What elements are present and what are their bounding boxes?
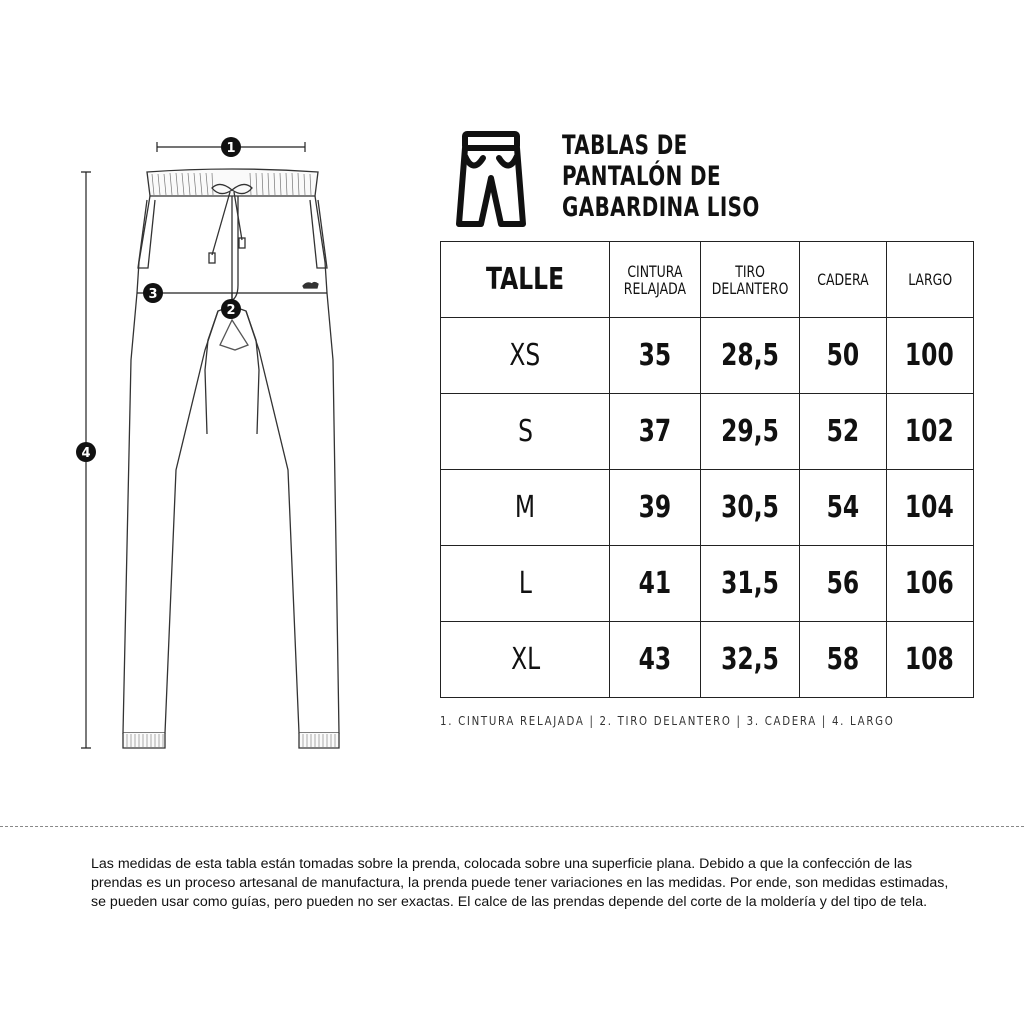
- cell-size: M: [441, 470, 610, 546]
- marker-3-label: 3: [148, 287, 158, 302]
- size-table: [440, 241, 974, 698]
- cell-cintura: 35: [610, 318, 700, 394]
- table-row: [441, 470, 974, 546]
- cell-cintura: 43: [610, 622, 700, 698]
- table-header-row: [441, 242, 974, 318]
- cell-largo: 104: [886, 470, 973, 546]
- cell-largo: 102: [886, 394, 973, 470]
- header-tiro: TIRO DELANTERO: [700, 242, 799, 318]
- header-talle: TALLE: [441, 242, 610, 318]
- header-cintura: CINTURA RELAJADA: [610, 242, 700, 318]
- cell-largo: 108: [886, 622, 973, 698]
- cell-tiro: 28,5: [700, 318, 799, 394]
- page-title: [562, 130, 775, 223]
- cell-largo: 100: [886, 318, 973, 394]
- table-row: [441, 318, 974, 394]
- cell-cintura: 37: [610, 394, 700, 470]
- table-row: [441, 546, 974, 622]
- cell-size: S: [441, 394, 610, 470]
- dashed-divider: [0, 826, 1024, 827]
- cell-size: XL: [441, 622, 610, 698]
- cell-size: L: [441, 546, 610, 622]
- cell-largo: 106: [886, 546, 973, 622]
- cell-cadera: 58: [799, 622, 886, 698]
- marker-4-label: 4: [81, 446, 91, 461]
- pants-diagram: [0, 0, 420, 800]
- cell-tiro: 30,5: [700, 470, 799, 546]
- title-line-3: GABARDINA LISO: [562, 192, 760, 223]
- cell-tiro: 32,5: [700, 622, 799, 698]
- cell-tiro: 31,5: [700, 546, 799, 622]
- cell-cintura: 39: [610, 470, 700, 546]
- cell-cintura: 41: [610, 546, 700, 622]
- pants-icon: [455, 128, 527, 228]
- marker-1-label: 1: [226, 141, 236, 156]
- table-row: [441, 394, 974, 470]
- measurement-legend: 1. CINTURA RELAJADA | 2. TIRO DELANTERO | 3. CADERA | 4. LARGO: [440, 714, 895, 728]
- header-cadera: CADERA: [799, 242, 886, 318]
- cell-cadera: 52: [799, 394, 886, 470]
- title-line-1: TABLAS DE: [562, 130, 688, 161]
- title-line-2: PANTALÓN DE: [562, 161, 722, 192]
- cell-tiro: 29,5: [700, 394, 799, 470]
- disclaimer-note: Las medidas de esta tabla están tomadas sobre la prenda, colocada sobre una superficie plana. Debido a que la confección de las prendas es un proceso artesanal de manufactura, la prenda puede tener variaciones en las medidas. Por ende, son medidas estimadas, se pueden usar como guías, pero pueden no ser exactas. El calce de las prendas depende del corte de la moldería y del tipo de tela.: [91, 856, 949, 910]
- marker-2-label: 2: [226, 303, 236, 318]
- header-largo: LARGO: [886, 242, 973, 318]
- cell-cadera: 54: [799, 470, 886, 546]
- table-row: [441, 622, 974, 698]
- cell-size: XS: [441, 318, 610, 394]
- cell-cadera: 50: [799, 318, 886, 394]
- cell-cadera: 56: [799, 546, 886, 622]
